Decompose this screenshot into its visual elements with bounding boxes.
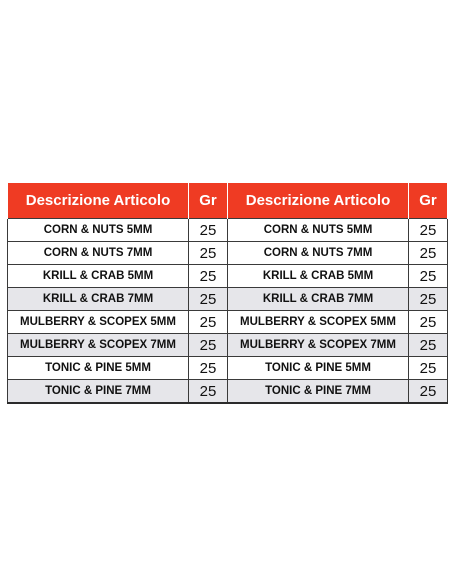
table-cell-description: CORN & NUTS 5MM bbox=[228, 219, 409, 242]
table-cell-description: KRILL & CRAB 7MM bbox=[228, 288, 409, 311]
table-row bbox=[8, 219, 448, 242]
table-cell-description: MULBERRY & SCOPEX 5MM bbox=[8, 311, 189, 334]
table-cell-description: KRILL & CRAB 5MM bbox=[8, 265, 189, 288]
column-header-description: Descrizione Articolo bbox=[228, 183, 409, 219]
table-row bbox=[8, 380, 448, 404]
column-header-description: Descrizione Articolo bbox=[8, 183, 189, 219]
table-cell-description: MULBERRY & SCOPEX 7MM bbox=[228, 334, 409, 357]
table-cell-grams: 25 bbox=[409, 334, 448, 357]
table-cell-grams: 25 bbox=[189, 242, 228, 265]
table-cell-description: MULBERRY & SCOPEX 7MM bbox=[8, 334, 189, 357]
table-cell-description: CORN & NUTS 5MM bbox=[8, 219, 189, 242]
table-cell-grams: 25 bbox=[189, 357, 228, 380]
table-cell-grams: 25 bbox=[409, 288, 448, 311]
table-cell-description: KRILL & CRAB 5MM bbox=[228, 265, 409, 288]
table-row bbox=[8, 288, 448, 311]
table-header-row bbox=[8, 183, 448, 219]
table-row bbox=[8, 334, 448, 357]
table-cell-description: KRILL & CRAB 7MM bbox=[8, 288, 189, 311]
table-cell-grams: 25 bbox=[409, 219, 448, 242]
table-row bbox=[8, 242, 448, 265]
table-cell-description: CORN & NUTS 7MM bbox=[8, 242, 189, 265]
table-cell-description: TONIC & PINE 5MM bbox=[228, 357, 409, 380]
table-cell-grams: 25 bbox=[409, 380, 448, 404]
table-row bbox=[8, 311, 448, 334]
column-header-grams: Gr bbox=[189, 183, 228, 219]
table-cell-grams: 25 bbox=[189, 311, 228, 334]
table-cell-grams: 25 bbox=[189, 288, 228, 311]
table-cell-grams: 25 bbox=[189, 265, 228, 288]
table-cell-grams: 25 bbox=[189, 380, 228, 404]
table-cell-description: TONIC & PINE 7MM bbox=[228, 380, 409, 404]
table-row bbox=[8, 357, 448, 380]
table-cell-grams: 25 bbox=[409, 265, 448, 288]
table-row bbox=[8, 265, 448, 288]
table-cell-description: CORN & NUTS 7MM bbox=[228, 242, 409, 265]
table-cell-grams: 25 bbox=[189, 219, 228, 242]
table-cell-grams: 25 bbox=[409, 357, 448, 380]
column-header-grams: Gr bbox=[409, 183, 448, 219]
table-cell-description: TONIC & PINE 7MM bbox=[8, 380, 189, 404]
product-table-container bbox=[7, 183, 446, 404]
table-cell-grams: 25 bbox=[409, 311, 448, 334]
table-cell-description: MULBERRY & SCOPEX 5MM bbox=[228, 311, 409, 334]
table-cell-grams: 25 bbox=[409, 242, 448, 265]
product-table bbox=[7, 183, 448, 404]
table-cell-description: TONIC & PINE 5MM bbox=[8, 357, 189, 380]
table-cell-grams: 25 bbox=[189, 334, 228, 357]
